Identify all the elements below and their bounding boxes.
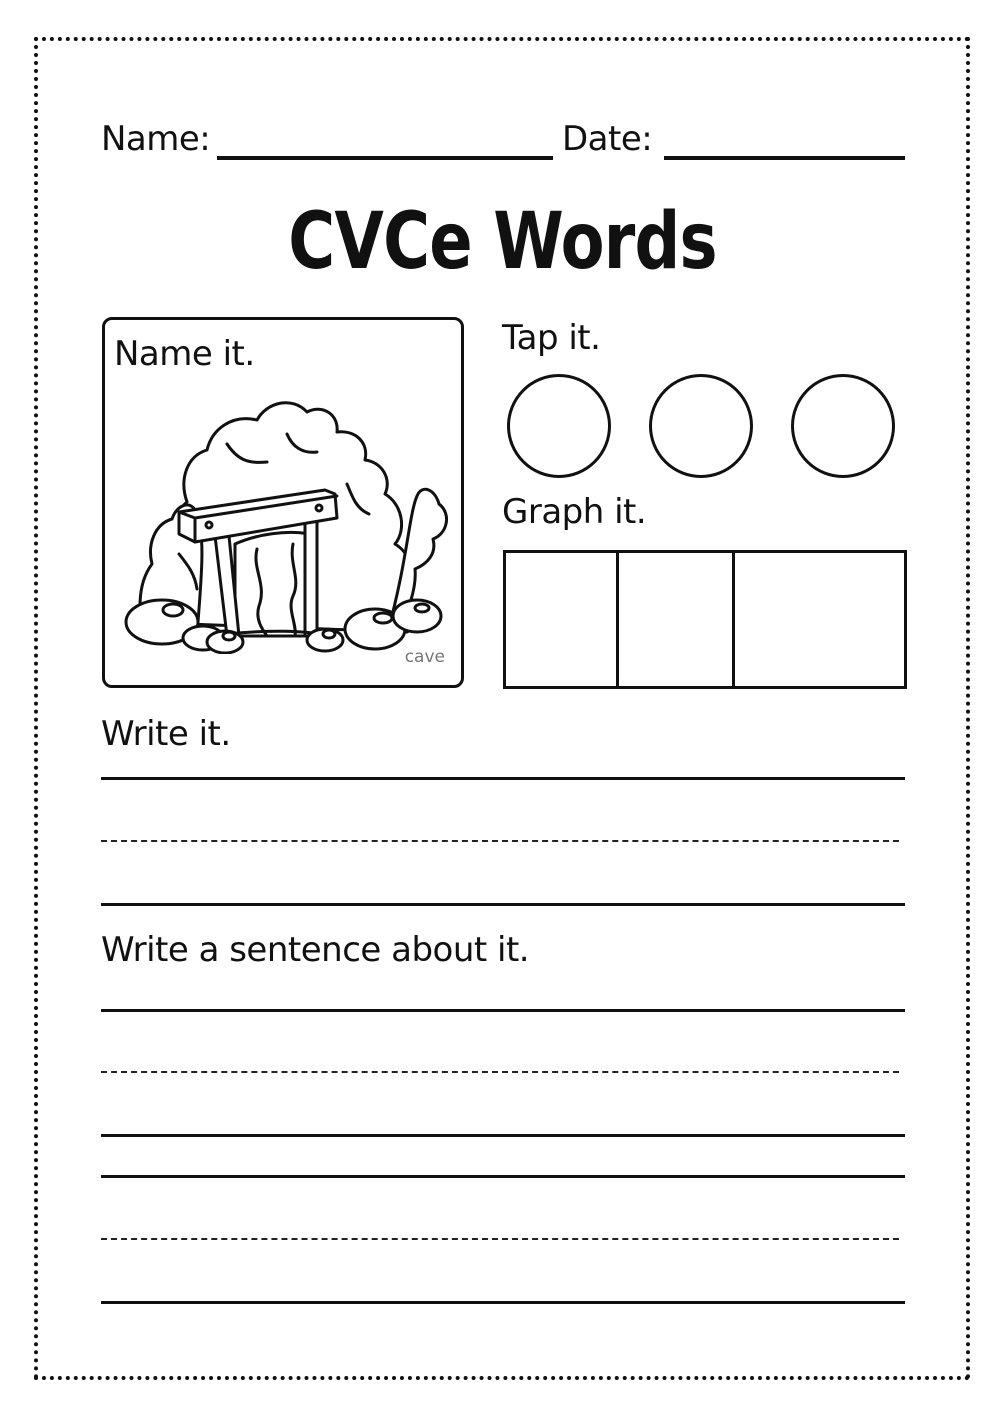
sentence-line-2-base[interactable] [101,1301,905,1304]
sentence-line-1-top[interactable] [101,1009,905,1012]
graph-boxes [503,550,907,689]
graph-cell-1[interactable] [506,553,616,686]
date-write-line[interactable] [664,156,905,160]
write-it-base-line[interactable] [101,903,905,906]
graph-it-label: Graph it. [502,492,647,532]
tap-circle-2[interactable] [649,374,753,478]
write-sentence-label: Write a sentence about it. [101,930,530,970]
tap-it-label: Tap it. [502,318,601,358]
sentence-line-2-top[interactable] [101,1175,905,1178]
write-it-label: Write it. [101,714,231,754]
page-title: CVCe Words [288,197,717,287]
right-post [305,520,317,636]
sentence-line-1-mid [101,1071,899,1073]
name-label: Name: [101,119,211,159]
tap-circle-3[interactable] [791,374,895,478]
date-label: Date: [562,119,653,159]
cave-opening [235,532,309,636]
sentence-line-2-mid [101,1238,899,1240]
write-it-top-line[interactable] [101,777,905,780]
name-it-label: Name it. [114,334,255,374]
sentence-line-1-base[interactable] [101,1134,905,1137]
write-it-mid-line [101,840,899,842]
graph-cell-3[interactable] [732,553,904,686]
cave-illustration [117,384,453,654]
tap-circle-1[interactable] [507,374,611,478]
name-write-line[interactable] [217,156,553,160]
name-it-card [102,317,464,688]
graph-cell-2[interactable] [616,553,732,686]
picture-caption: cave [404,647,445,667]
